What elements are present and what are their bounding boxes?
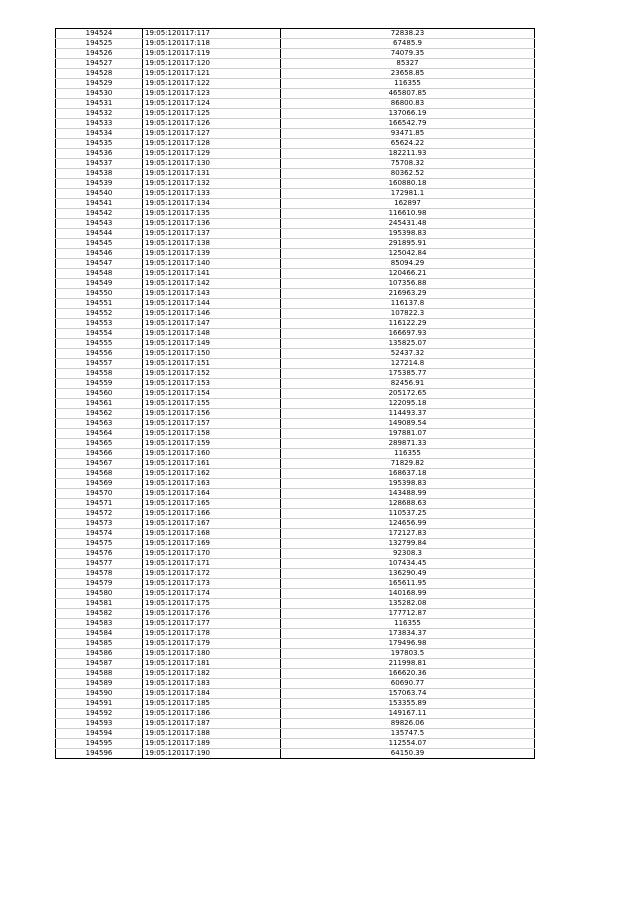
row-timestamp-cell: 19:05:120117:179 bbox=[143, 639, 281, 649]
row-timestamp-cell: 19:05:120117:177 bbox=[143, 619, 281, 629]
row-timestamp-cell: 19:05:120117:164 bbox=[143, 489, 281, 499]
row-amount-cell: 166620.36 bbox=[281, 669, 535, 679]
row-amount-cell: 128688.63 bbox=[281, 499, 535, 509]
row-id-cell: 194524 bbox=[56, 29, 143, 39]
row-id-cell: 194591 bbox=[56, 699, 143, 709]
row-amount-cell: 211998.81 bbox=[281, 659, 535, 669]
table-row bbox=[56, 709, 535, 719]
table-row bbox=[56, 239, 535, 249]
table-row bbox=[56, 659, 535, 669]
row-amount-cell: 166697.93 bbox=[281, 329, 535, 339]
row-id-cell: 194553 bbox=[56, 319, 143, 329]
row-amount-cell: 182211.93 bbox=[281, 149, 535, 159]
table-row bbox=[56, 509, 535, 519]
row-timestamp-cell: 19:05:120117:122 bbox=[143, 79, 281, 89]
row-id-cell: 194537 bbox=[56, 159, 143, 169]
row-id-cell: 194593 bbox=[56, 719, 143, 729]
row-amount-cell: 82456.91 bbox=[281, 379, 535, 389]
row-amount-cell: 197803.5 bbox=[281, 649, 535, 659]
table-row bbox=[56, 719, 535, 729]
row-id-cell: 194536 bbox=[56, 149, 143, 159]
row-timestamp-cell: 19:05:120117:138 bbox=[143, 239, 281, 249]
row-amount-cell: 65624.22 bbox=[281, 139, 535, 149]
row-amount-cell: 74079.35 bbox=[281, 49, 535, 59]
table-row bbox=[56, 669, 535, 679]
row-timestamp-cell: 19:05:120117:146 bbox=[143, 309, 281, 319]
row-timestamp-cell: 19:05:120117:157 bbox=[143, 419, 281, 429]
table-row bbox=[56, 499, 535, 509]
row-amount-cell: 289871.33 bbox=[281, 439, 535, 449]
table-row bbox=[56, 599, 535, 609]
row-amount-cell: 112554.07 bbox=[281, 739, 535, 749]
row-id-cell: 194525 bbox=[56, 39, 143, 49]
row-amount-cell: 135825.07 bbox=[281, 339, 535, 349]
row-timestamp-cell: 19:05:120117:174 bbox=[143, 589, 281, 599]
row-timestamp-cell: 19:05:120117:188 bbox=[143, 729, 281, 739]
row-id-cell: 194565 bbox=[56, 439, 143, 449]
row-timestamp-cell: 19:05:120117:130 bbox=[143, 159, 281, 169]
row-id-cell: 194539 bbox=[56, 179, 143, 189]
row-id-cell: 194534 bbox=[56, 129, 143, 139]
row-id-cell: 194544 bbox=[56, 229, 143, 239]
row-amount-cell: 179496.98 bbox=[281, 639, 535, 649]
table-row bbox=[56, 559, 535, 569]
row-id-cell: 194533 bbox=[56, 119, 143, 129]
row-amount-cell: 175385.77 bbox=[281, 369, 535, 379]
table-row bbox=[56, 549, 535, 559]
row-timestamp-cell: 19:05:120117:126 bbox=[143, 119, 281, 129]
row-timestamp-cell: 19:05:120117:182 bbox=[143, 669, 281, 679]
table-row bbox=[56, 739, 535, 749]
row-timestamp-cell: 19:05:120117:149 bbox=[143, 339, 281, 349]
row-amount-cell: 107822.3 bbox=[281, 309, 535, 319]
row-amount-cell: 245431.48 bbox=[281, 219, 535, 229]
row-amount-cell: 93471.85 bbox=[281, 129, 535, 139]
row-timestamp-cell: 19:05:120117:185 bbox=[143, 699, 281, 709]
table-row bbox=[56, 199, 535, 209]
row-amount-cell: 23658.85 bbox=[281, 69, 535, 79]
row-id-cell: 194570 bbox=[56, 489, 143, 499]
row-timestamp-cell: 19:05:120117:117 bbox=[143, 29, 281, 39]
row-id-cell: 194578 bbox=[56, 569, 143, 579]
row-id-cell: 194576 bbox=[56, 549, 143, 559]
row-id-cell: 194587 bbox=[56, 659, 143, 669]
row-timestamp-cell: 19:05:120117:129 bbox=[143, 149, 281, 159]
table-row bbox=[56, 59, 535, 69]
row-id-cell: 194569 bbox=[56, 479, 143, 489]
table-row bbox=[56, 49, 535, 59]
row-amount-cell: 160880.18 bbox=[281, 179, 535, 189]
row-id-cell: 194550 bbox=[56, 289, 143, 299]
row-timestamp-cell: 19:05:120117:134 bbox=[143, 199, 281, 209]
table-row bbox=[56, 369, 535, 379]
row-id-cell: 194594 bbox=[56, 729, 143, 739]
row-timestamp-cell: 19:05:120117:167 bbox=[143, 519, 281, 529]
row-id-cell: 194564 bbox=[56, 429, 143, 439]
row-timestamp-cell: 19:05:120117:162 bbox=[143, 469, 281, 479]
row-amount-cell: 107356.88 bbox=[281, 279, 535, 289]
row-amount-cell: 114493.37 bbox=[281, 409, 535, 419]
table-row bbox=[56, 479, 535, 489]
table-row bbox=[56, 529, 535, 539]
row-amount-cell: 172981.1 bbox=[281, 189, 535, 199]
row-timestamp-cell: 19:05:120117:176 bbox=[143, 609, 281, 619]
row-id-cell: 194554 bbox=[56, 329, 143, 339]
table-row bbox=[56, 29, 535, 39]
row-id-cell: 194543 bbox=[56, 219, 143, 229]
table-row bbox=[56, 699, 535, 709]
row-timestamp-cell: 19:05:120117:159 bbox=[143, 439, 281, 449]
row-amount-cell: 172127.83 bbox=[281, 529, 535, 539]
row-timestamp-cell: 19:05:120117:136 bbox=[143, 219, 281, 229]
row-id-cell: 194557 bbox=[56, 359, 143, 369]
row-id-cell: 194530 bbox=[56, 89, 143, 99]
row-timestamp-cell: 19:05:120117:161 bbox=[143, 459, 281, 469]
row-amount-cell: 110537.25 bbox=[281, 509, 535, 519]
row-amount-cell: 80362.52 bbox=[281, 169, 535, 179]
row-id-cell: 194538 bbox=[56, 169, 143, 179]
table-row bbox=[56, 249, 535, 259]
row-amount-cell: 195398.83 bbox=[281, 479, 535, 489]
table-row bbox=[56, 219, 535, 229]
row-timestamp-cell: 19:05:120117:137 bbox=[143, 229, 281, 239]
row-id-cell: 194531 bbox=[56, 99, 143, 109]
row-timestamp-cell: 19:05:120117:172 bbox=[143, 569, 281, 579]
row-id-cell: 194588 bbox=[56, 669, 143, 679]
table-row bbox=[56, 89, 535, 99]
row-id-cell: 194573 bbox=[56, 519, 143, 529]
row-timestamp-cell: 19:05:120117:135 bbox=[143, 209, 281, 219]
table-body bbox=[56, 29, 535, 759]
row-id-cell: 194562 bbox=[56, 409, 143, 419]
row-timestamp-cell: 19:05:120117:143 bbox=[143, 289, 281, 299]
row-timestamp-cell: 19:05:120117:168 bbox=[143, 529, 281, 539]
table-row bbox=[56, 459, 535, 469]
table-row bbox=[56, 449, 535, 459]
row-timestamp-cell: 19:05:120117:173 bbox=[143, 579, 281, 589]
row-timestamp-cell: 19:05:120117:163 bbox=[143, 479, 281, 489]
row-timestamp-cell: 19:05:120117:131 bbox=[143, 169, 281, 179]
row-amount-cell: 465807.85 bbox=[281, 89, 535, 99]
table-row bbox=[56, 99, 535, 109]
table-row bbox=[56, 319, 535, 329]
table-row bbox=[56, 519, 535, 529]
row-id-cell: 194589 bbox=[56, 679, 143, 689]
row-timestamp-cell: 19:05:120117:184 bbox=[143, 689, 281, 699]
row-amount-cell: 85094.29 bbox=[281, 259, 535, 269]
table-row bbox=[56, 269, 535, 279]
row-id-cell: 194551 bbox=[56, 299, 143, 309]
row-timestamp-cell: 19:05:120117:169 bbox=[143, 539, 281, 549]
table-row bbox=[56, 389, 535, 399]
row-amount-cell: 168637.18 bbox=[281, 469, 535, 479]
table-row bbox=[56, 419, 535, 429]
table-row bbox=[56, 209, 535, 219]
row-id-cell: 194558 bbox=[56, 369, 143, 379]
row-id-cell: 194542 bbox=[56, 209, 143, 219]
table-row bbox=[56, 39, 535, 49]
row-amount-cell: 135282.08 bbox=[281, 599, 535, 609]
row-amount-cell: 67485.9 bbox=[281, 39, 535, 49]
row-id-cell: 194585 bbox=[56, 639, 143, 649]
table-row bbox=[56, 149, 535, 159]
row-timestamp-cell: 19:05:120117:119 bbox=[143, 49, 281, 59]
row-timestamp-cell: 19:05:120117:128 bbox=[143, 139, 281, 149]
row-timestamp-cell: 19:05:120117:156 bbox=[143, 409, 281, 419]
row-amount-cell: 89826.06 bbox=[281, 719, 535, 729]
row-timestamp-cell: 19:05:120117:118 bbox=[143, 39, 281, 49]
row-id-cell: 194532 bbox=[56, 109, 143, 119]
row-amount-cell: 86800.83 bbox=[281, 99, 535, 109]
row-id-cell: 194548 bbox=[56, 269, 143, 279]
row-id-cell: 194561 bbox=[56, 399, 143, 409]
row-id-cell: 194541 bbox=[56, 199, 143, 209]
table-row bbox=[56, 589, 535, 599]
row-amount-cell: 116137.8 bbox=[281, 299, 535, 309]
row-timestamp-cell: 19:05:120117:175 bbox=[143, 599, 281, 609]
row-amount-cell: 136290.49 bbox=[281, 569, 535, 579]
row-timestamp-cell: 19:05:120117:147 bbox=[143, 319, 281, 329]
row-timestamp-cell: 19:05:120117:190 bbox=[143, 749, 281, 759]
row-amount-cell: 72838.23 bbox=[281, 29, 535, 39]
row-amount-cell: 71829.82 bbox=[281, 459, 535, 469]
row-id-cell: 194535 bbox=[56, 139, 143, 149]
table-row bbox=[56, 169, 535, 179]
row-amount-cell: 173834.37 bbox=[281, 629, 535, 639]
row-amount-cell: 107434.45 bbox=[281, 559, 535, 569]
row-id-cell: 194527 bbox=[56, 59, 143, 69]
row-id-cell: 194586 bbox=[56, 649, 143, 659]
row-id-cell: 194581 bbox=[56, 599, 143, 609]
row-amount-cell: 143488.99 bbox=[281, 489, 535, 499]
row-timestamp-cell: 19:05:120117:132 bbox=[143, 179, 281, 189]
row-id-cell: 194596 bbox=[56, 749, 143, 759]
row-timestamp-cell: 19:05:120117:180 bbox=[143, 649, 281, 659]
row-amount-cell: 64150.39 bbox=[281, 749, 535, 759]
row-timestamp-cell: 19:05:120117:150 bbox=[143, 349, 281, 359]
table-row bbox=[56, 189, 535, 199]
row-amount-cell: 162897 bbox=[281, 199, 535, 209]
table-row bbox=[56, 129, 535, 139]
row-id-cell: 194574 bbox=[56, 529, 143, 539]
row-timestamp-cell: 19:05:120117:165 bbox=[143, 499, 281, 509]
row-id-cell: 194567 bbox=[56, 459, 143, 469]
row-id-cell: 194529 bbox=[56, 79, 143, 89]
row-timestamp-cell: 19:05:120117:142 bbox=[143, 279, 281, 289]
table-row bbox=[56, 359, 535, 369]
row-amount-cell: 149089.54 bbox=[281, 419, 535, 429]
row-timestamp-cell: 19:05:120117:144 bbox=[143, 299, 281, 309]
table-row bbox=[56, 329, 535, 339]
data-table bbox=[55, 28, 535, 759]
row-timestamp-cell: 19:05:120117:151 bbox=[143, 359, 281, 369]
row-amount-cell: 157063.74 bbox=[281, 689, 535, 699]
row-timestamp-cell: 19:05:120117:124 bbox=[143, 99, 281, 109]
row-amount-cell: 291895.91 bbox=[281, 239, 535, 249]
row-amount-cell: 127214.8 bbox=[281, 359, 535, 369]
table-row bbox=[56, 289, 535, 299]
row-amount-cell: 166542.79 bbox=[281, 119, 535, 129]
table-row bbox=[56, 679, 535, 689]
row-id-cell: 194584 bbox=[56, 629, 143, 639]
table-row bbox=[56, 539, 535, 549]
row-amount-cell: 195398.83 bbox=[281, 229, 535, 239]
row-id-cell: 194526 bbox=[56, 49, 143, 59]
row-id-cell: 194556 bbox=[56, 349, 143, 359]
row-timestamp-cell: 19:05:120117:141 bbox=[143, 269, 281, 279]
table-row bbox=[56, 159, 535, 169]
row-id-cell: 194595 bbox=[56, 739, 143, 749]
row-amount-cell: 125042.84 bbox=[281, 249, 535, 259]
row-amount-cell: 116355 bbox=[281, 619, 535, 629]
row-amount-cell: 124656.99 bbox=[281, 519, 535, 529]
row-amount-cell: 116122.29 bbox=[281, 319, 535, 329]
row-timestamp-cell: 19:05:120117:153 bbox=[143, 379, 281, 389]
row-id-cell: 194583 bbox=[56, 619, 143, 629]
table-row bbox=[56, 309, 535, 319]
row-amount-cell: 116355 bbox=[281, 449, 535, 459]
row-timestamp-cell: 19:05:120117:187 bbox=[143, 719, 281, 729]
row-amount-cell: 116355 bbox=[281, 79, 535, 89]
table-row bbox=[56, 109, 535, 119]
table-row bbox=[56, 569, 535, 579]
row-id-cell: 194559 bbox=[56, 379, 143, 389]
row-amount-cell: 165611.95 bbox=[281, 579, 535, 589]
row-amount-cell: 149167.11 bbox=[281, 709, 535, 719]
row-timestamp-cell: 19:05:120117:183 bbox=[143, 679, 281, 689]
row-id-cell: 194572 bbox=[56, 509, 143, 519]
row-timestamp-cell: 19:05:120117:121 bbox=[143, 69, 281, 79]
row-id-cell: 194582 bbox=[56, 609, 143, 619]
row-id-cell: 194546 bbox=[56, 249, 143, 259]
row-amount-cell: 122095.18 bbox=[281, 399, 535, 409]
row-timestamp-cell: 19:05:120117:148 bbox=[143, 329, 281, 339]
row-id-cell: 194528 bbox=[56, 69, 143, 79]
table-row bbox=[56, 409, 535, 419]
row-timestamp-cell: 19:05:120117:158 bbox=[143, 429, 281, 439]
row-id-cell: 194568 bbox=[56, 469, 143, 479]
row-amount-cell: 52437.32 bbox=[281, 349, 535, 359]
table-row bbox=[56, 379, 535, 389]
table-row bbox=[56, 749, 535, 759]
table-row bbox=[56, 469, 535, 479]
row-id-cell: 194545 bbox=[56, 239, 143, 249]
row-timestamp-cell: 19:05:120117:133 bbox=[143, 189, 281, 199]
row-id-cell: 194549 bbox=[56, 279, 143, 289]
row-amount-cell: 85327 bbox=[281, 59, 535, 69]
row-id-cell: 194560 bbox=[56, 389, 143, 399]
table-row bbox=[56, 429, 535, 439]
row-amount-cell: 75708.32 bbox=[281, 159, 535, 169]
table-row bbox=[56, 729, 535, 739]
row-timestamp-cell: 19:05:120117:152 bbox=[143, 369, 281, 379]
row-timestamp-cell: 19:05:120117:155 bbox=[143, 399, 281, 409]
table-row bbox=[56, 279, 535, 289]
table-row bbox=[56, 639, 535, 649]
table-row bbox=[56, 489, 535, 499]
row-id-cell: 194579 bbox=[56, 579, 143, 589]
row-timestamp-cell: 19:05:120117:160 bbox=[143, 449, 281, 459]
row-timestamp-cell: 19:05:120117:178 bbox=[143, 629, 281, 639]
row-amount-cell: 92308.3 bbox=[281, 549, 535, 559]
table-row bbox=[56, 399, 535, 409]
table-row bbox=[56, 229, 535, 239]
table-row bbox=[56, 299, 535, 309]
row-amount-cell: 60690.77 bbox=[281, 679, 535, 689]
table-row bbox=[56, 619, 535, 629]
row-amount-cell: 197881.07 bbox=[281, 429, 535, 439]
row-timestamp-cell: 19:05:120117:170 bbox=[143, 549, 281, 559]
row-id-cell: 194590 bbox=[56, 689, 143, 699]
row-amount-cell: 216963.29 bbox=[281, 289, 535, 299]
table-row bbox=[56, 609, 535, 619]
row-id-cell: 194563 bbox=[56, 419, 143, 429]
row-amount-cell: 140168.99 bbox=[281, 589, 535, 599]
table-row bbox=[56, 119, 535, 129]
table-row bbox=[56, 689, 535, 699]
row-timestamp-cell: 19:05:120117:154 bbox=[143, 389, 281, 399]
row-timestamp-cell: 19:05:120117:186 bbox=[143, 709, 281, 719]
row-amount-cell: 132799.84 bbox=[281, 539, 535, 549]
row-timestamp-cell: 19:05:120117:171 bbox=[143, 559, 281, 569]
row-id-cell: 194592 bbox=[56, 709, 143, 719]
table-row bbox=[56, 69, 535, 79]
row-timestamp-cell: 19:05:120117:166 bbox=[143, 509, 281, 519]
row-amount-cell: 135747.5 bbox=[281, 729, 535, 739]
row-timestamp-cell: 19:05:120117:123 bbox=[143, 89, 281, 99]
row-id-cell: 194540 bbox=[56, 189, 143, 199]
table-row bbox=[56, 79, 535, 89]
row-amount-cell: 116610.98 bbox=[281, 209, 535, 219]
table-row bbox=[56, 579, 535, 589]
row-id-cell: 194575 bbox=[56, 539, 143, 549]
row-amount-cell: 205172.65 bbox=[281, 389, 535, 399]
table-row bbox=[56, 349, 535, 359]
row-timestamp-cell: 19:05:120117:181 bbox=[143, 659, 281, 669]
row-timestamp-cell: 19:05:120117:125 bbox=[143, 109, 281, 119]
row-id-cell: 194555 bbox=[56, 339, 143, 349]
row-timestamp-cell: 19:05:120117:127 bbox=[143, 129, 281, 139]
row-id-cell: 194571 bbox=[56, 499, 143, 509]
row-id-cell: 194580 bbox=[56, 589, 143, 599]
table-row bbox=[56, 629, 535, 639]
table-row bbox=[56, 259, 535, 269]
row-id-cell: 194566 bbox=[56, 449, 143, 459]
row-timestamp-cell: 19:05:120117:189 bbox=[143, 739, 281, 749]
row-timestamp-cell: 19:05:120117:120 bbox=[143, 59, 281, 69]
table-row bbox=[56, 339, 535, 349]
table-row bbox=[56, 179, 535, 189]
row-amount-cell: 153355.89 bbox=[281, 699, 535, 709]
row-amount-cell: 120466.21 bbox=[281, 269, 535, 279]
row-amount-cell: 137066.19 bbox=[281, 109, 535, 119]
row-id-cell: 194577 bbox=[56, 559, 143, 569]
row-timestamp-cell: 19:05:120117:139 bbox=[143, 249, 281, 259]
row-id-cell: 194552 bbox=[56, 309, 143, 319]
table-row bbox=[56, 439, 535, 449]
row-id-cell: 194547 bbox=[56, 259, 143, 269]
table-row bbox=[56, 139, 535, 149]
table-row bbox=[56, 649, 535, 659]
row-timestamp-cell: 19:05:120117:140 bbox=[143, 259, 281, 269]
row-amount-cell: 177712.87 bbox=[281, 609, 535, 619]
